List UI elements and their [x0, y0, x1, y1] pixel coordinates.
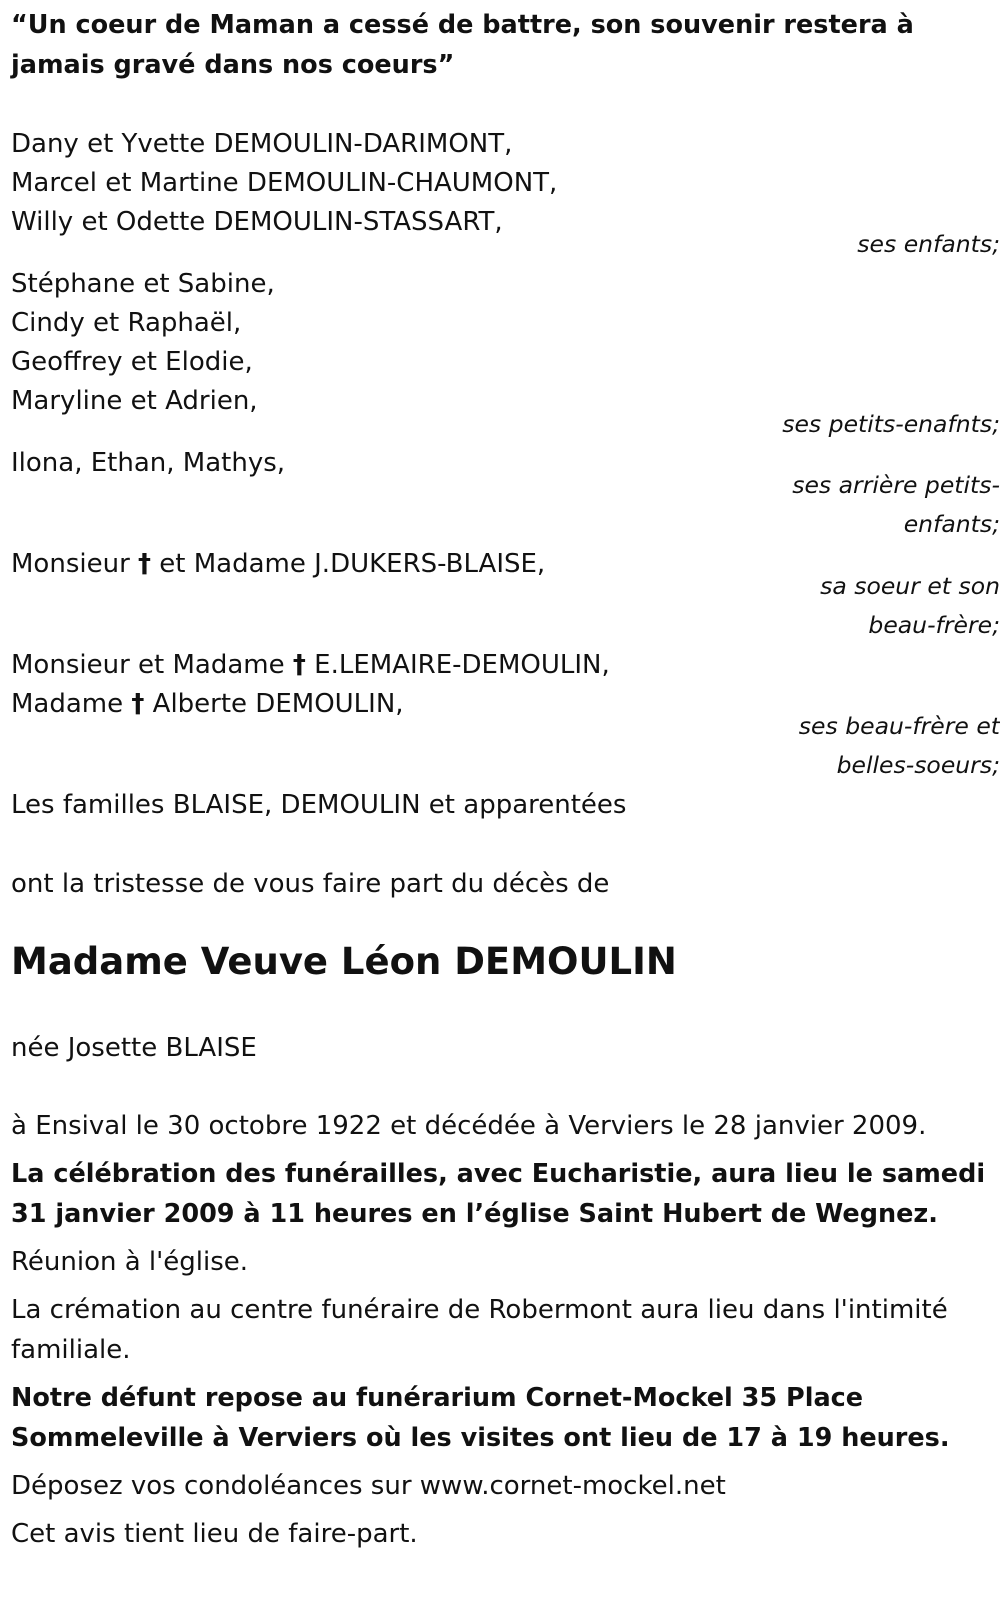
great-grandchildren-relation-1: ses arrière petits- [792, 471, 1000, 499]
cross-icon: † [138, 549, 152, 579]
birth-death-dates: à Ensival le 30 octobre 1922 et décédée à Verviers le 28 janvier 2009. [11, 1111, 927, 1141]
in-laws-line-1-post: E.LEMAIRE-DEMOULIN, [314, 650, 610, 680]
grandchildren-line-1: Stéphane et Sabine, [11, 269, 275, 299]
notice-line: Cet avis tient lieu de faire-part. [11, 1519, 418, 1549]
grandchildren-line-2: Cindy et Raphaël, [11, 308, 242, 338]
meeting-info: Réunion à l'église. [11, 1247, 249, 1277]
in-laws-line-2 [11, 684, 404, 724]
grandchildren-line-4: Maryline et Adrien, [11, 386, 258, 416]
grandchildren-line-3: Geoffrey et Elodie, [11, 347, 253, 377]
sister-line-pre: Monsieur [11, 549, 130, 579]
in-laws-line-2-post: Alberte DEMOULIN, [152, 689, 404, 719]
grandchildren-relation: ses petits-enafnts; [782, 410, 1000, 438]
families-line: Les familles BLAISE, DEMOULIN et apparentées [11, 790, 627, 820]
in-laws-line-1 [11, 645, 610, 685]
memorial-quote: “Un coeur de Maman a cessé de battre, son souvenir restera à jamais gravé dans nos coeurs” [11, 10, 914, 80]
children-relation: ses enfants; [857, 230, 1000, 258]
ceremony-info: La célébration des funérailles, avec Eucharistie, aura lieu le samedi 31 janvier 2009 à 11 heures en l’église Saint Hubert de Wegnez. [11, 1159, 986, 1229]
deceased-name: Madame Veuve Léon DEMOULIN [11, 940, 677, 983]
condolences-info: Déposez vos condoléances sur www.cornet-mockel.net [11, 1471, 726, 1501]
maiden-name: née Josette BLAISE [11, 1033, 257, 1063]
in-laws-line-1-pre: Monsieur et Madame [11, 650, 285, 680]
sister-relation-1: sa soeur et son [820, 572, 1000, 600]
children-line-2: Marcel et Martine DEMOULIN-CHAUMONT, [11, 168, 558, 198]
in-laws-relation-2: belles-soeurs; [836, 751, 1000, 779]
in-laws-relation-1: ses beau-frère et [798, 712, 1000, 740]
sister-line [11, 544, 545, 584]
children-line-1: Dany et Yvette DEMOULIN-DARIMONT, [11, 129, 513, 159]
cremation-info: La crémation au centre funéraire de Robermont aura lieu dans l'intimité familiale. [11, 1295, 948, 1365]
in-laws-line-2-pre: Madame [11, 689, 124, 719]
sister-relation-2: beau-frère; [868, 611, 1000, 639]
great-grandchildren-relation-2: enfants; [903, 510, 1000, 538]
repose-info: Notre défunt repose au funérarium Cornet-Mockel 35 Place Sommeleville à Verviers où les visites ont lieu de 17 à 19 heures. [11, 1383, 950, 1453]
cross-icon: † [292, 650, 306, 680]
announce-line: ont la tristesse de vous faire part du décès de [11, 869, 610, 899]
cross-icon: † [131, 689, 145, 719]
great-grandchildren-line: Ilona, Ethan, Mathys, [11, 448, 286, 478]
sister-line-post: et Madame J.DUKERS-BLAISE, [159, 549, 546, 579]
children-line-3: Willy et Odette DEMOULIN-STASSART, [11, 207, 503, 237]
